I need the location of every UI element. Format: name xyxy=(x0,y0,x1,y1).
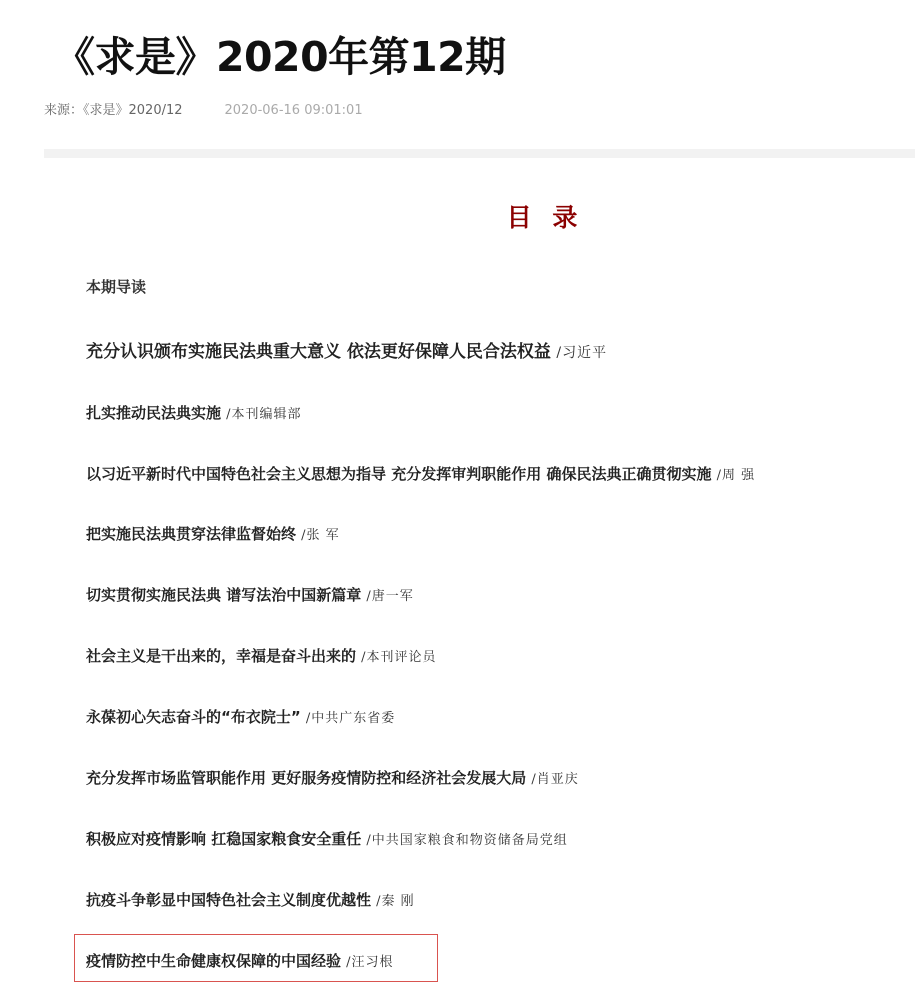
toc-item-author: /本刊编辑部 xyxy=(221,407,302,422)
toc-item[interactable] xyxy=(86,706,395,727)
toc-item-author: /本刊评论员 xyxy=(356,650,437,665)
toc-item-title[interactable]: 把实施民法典贯穿法律监督始终 xyxy=(86,525,297,543)
toc-item[interactable] xyxy=(86,889,415,910)
toc-item-title[interactable]: 社会主义是干出来的，幸福是奋斗出来的 xyxy=(86,647,357,665)
toc-item[interactable] xyxy=(86,337,607,362)
toc-item-author: /汪习根 xyxy=(341,955,394,970)
toc-item-title[interactable]: 抗疫斗争彰显中国特色社会主义制度优越性 xyxy=(86,891,372,909)
toc-item-author: /中共国家粮食和物资储备局党组 xyxy=(361,833,568,848)
toc-item-title[interactable]: 充分认识颁布实施民法典重大意义 依法更好保障人民合法权益 xyxy=(86,342,551,362)
toc-item-title[interactable]: 永葆初心矢志奋斗的“布衣院士” xyxy=(86,708,301,726)
toc-item-author: /周 强 xyxy=(711,468,756,483)
toc-heading: 目 录 xyxy=(506,203,584,232)
toc-item-title[interactable]: 积极应对疫情影响 扛稳国家粮食安全重任 xyxy=(86,830,362,848)
toc-item-author: /秦 刚 xyxy=(371,894,415,909)
toc-item-title[interactable]: 以习近平新时代中国特色社会主义思想为指导 充分发挥审判职能作用 确保民法典正确贯彻实施 xyxy=(86,465,712,483)
header-divider xyxy=(44,149,915,158)
toc-item[interactable] xyxy=(86,584,414,605)
toc-item-title[interactable]: 切实贯彻实施民法典 谱写法治中国新篇章 xyxy=(86,586,362,604)
toc-item[interactable] xyxy=(86,463,755,484)
toc-item-author: /习近平 xyxy=(550,345,608,361)
article-meta xyxy=(44,99,363,118)
source-label: 来源：《求是》2020/12 xyxy=(44,103,183,118)
toc-item-title[interactable]: 扎实推动民法典实施 xyxy=(86,404,222,422)
toc-intro-link[interactable]: 本期导读 xyxy=(86,278,147,296)
publish-timestamp: 2020-06-16 09:01:01 xyxy=(224,103,363,118)
toc-item-author: /张 军 xyxy=(296,528,340,543)
toc-item-author: /唐一军 xyxy=(361,589,414,604)
toc-item[interactable] xyxy=(86,950,394,971)
toc-item-author: /中共广东省委 xyxy=(300,711,396,726)
toc-item[interactable] xyxy=(86,767,579,788)
toc-item[interactable] xyxy=(86,523,340,544)
toc-item[interactable] xyxy=(86,828,568,849)
toc-item-author: /肖亚庆 xyxy=(526,772,579,787)
toc-item-title[interactable]: 疫情防控中生命健康权保障的中国经验 xyxy=(86,952,342,970)
page-title: 《求是》2020年第12期 xyxy=(54,33,506,81)
toc-item[interactable] xyxy=(86,645,437,666)
toc-item-title[interactable]: 充分发挥市场监管职能作用 更好服务疫情防控和经济社会发展大局 xyxy=(86,769,527,787)
toc-item[interactable] xyxy=(86,402,302,423)
